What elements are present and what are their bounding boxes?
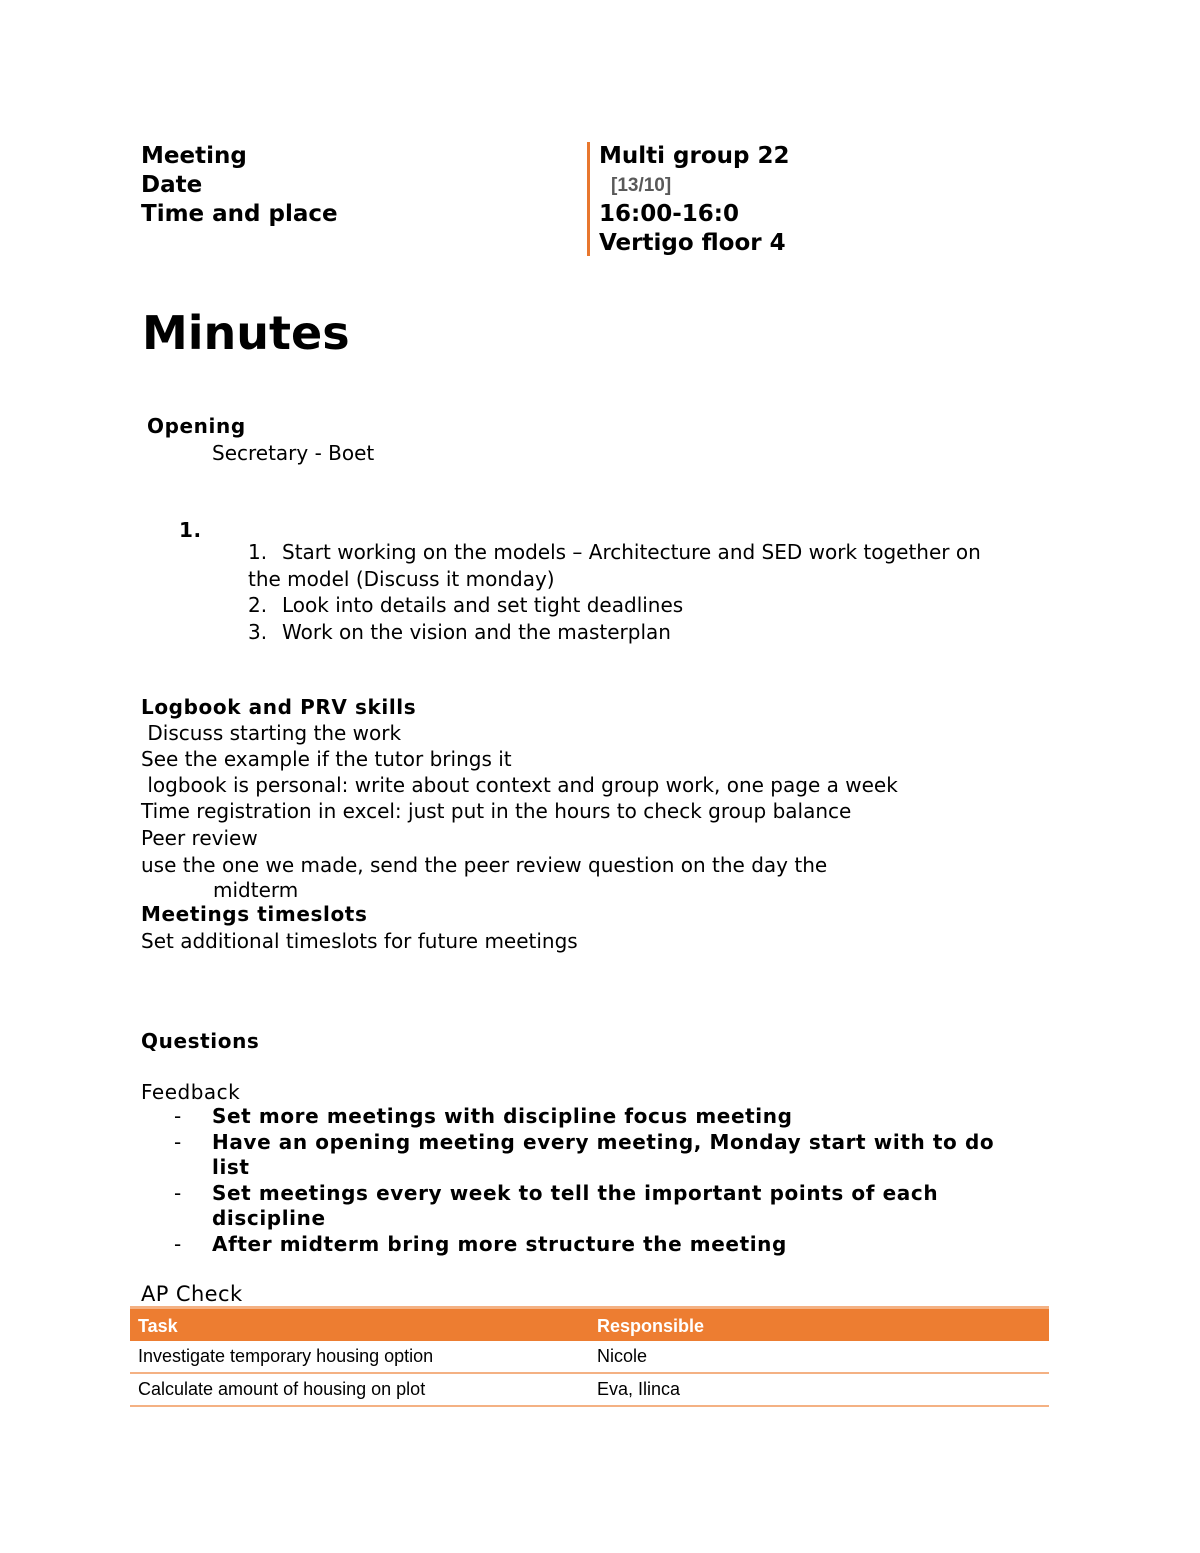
header-values [599, 142, 790, 258]
date-label: Date [141, 172, 203, 198]
place-value: Vertigo floor 4 [599, 230, 786, 256]
header-divider [587, 142, 590, 256]
feedback-item-text: After midterm bring more structure the meeting [212, 1231, 787, 1256]
logbook-line: use the one we made, send the peer review question on the day the [141, 853, 828, 877]
agenda-item-number: 3. [248, 619, 268, 644]
meeting-value: Multi group 22 [599, 143, 790, 169]
column-header-task: Task [130, 1308, 589, 1342]
bullet-dash: - [174, 1104, 182, 1128]
feedback-item [174, 1104, 1044, 1130]
agenda-item-text: Start working on the models – Architecture and SED work together on [282, 540, 981, 564]
opening-heading: Opening [147, 414, 246, 438]
agenda-item-text: Work on the vision and the masterplan [282, 619, 671, 644]
date-value: [13/10] [611, 175, 672, 196]
logbook-line: Discuss starting the work [141, 721, 402, 745]
feedback-list [174, 1104, 1044, 1257]
task-cell: Calculate amount of housing on plot [130, 1373, 589, 1406]
agenda-item-text: Look into details and set tight deadlines [282, 593, 684, 617]
bullet-dash: - [174, 1129, 182, 1154]
page-title: Minutes [142, 306, 350, 360]
meeting-label: Meeting [141, 143, 247, 169]
feedback-item-text-cont: discipline [212, 1206, 326, 1230]
table-row [130, 1373, 1049, 1406]
ap-check-heading: AP Check [141, 1282, 243, 1306]
header-labels [141, 142, 338, 229]
time-place-label: Time and place [141, 201, 338, 227]
table-header-row [130, 1308, 1049, 1342]
ap-check-table [130, 1306, 1049, 1407]
logbook-line: Time registration in excel: just put in the hours to check group balance [141, 799, 852, 823]
feedback-heading: Feedback [141, 1080, 241, 1104]
feedback-item [174, 1181, 1044, 1232]
agenda-item-number: 1. [248, 540, 268, 564]
feedback-item [174, 1232, 1044, 1258]
column-header-responsible: Responsible [589, 1308, 1049, 1342]
agenda-item-number: 2. [248, 593, 268, 617]
task-cell: Investigate temporary housing option [130, 1341, 589, 1373]
bullet-dash: - [174, 1231, 182, 1256]
logbook-heading: Logbook and PRV skills [141, 695, 417, 719]
logbook-line: logbook is personal: write about context and group work, one page a week [141, 773, 898, 797]
time-value: 16:00-16:0 [599, 201, 739, 227]
bullet-dash: - [174, 1180, 182, 1205]
logbook-line: See the example if the tutor brings it [141, 747, 512, 771]
feedback-item [174, 1130, 1044, 1181]
logbook-line: midterm [213, 878, 299, 902]
feedback-item-text-cont: list [212, 1155, 250, 1179]
questions-heading: Questions [141, 1029, 260, 1053]
responsible-cell: Nicole [589, 1341, 1049, 1373]
agenda-number: 1. [179, 518, 202, 542]
secretary-line: Secretary - Boet [212, 441, 375, 465]
agenda-item [248, 592, 1068, 619]
timeslots-heading: Meetings timeslots [141, 902, 368, 926]
responsible-cell: Eva, Ilinca [589, 1373, 1049, 1406]
timeslots-text: Set additional timeslots for future meetings [141, 929, 578, 953]
table-row [130, 1341, 1049, 1373]
feedback-item-text: Set meetings every week to tell the important points of each [212, 1180, 939, 1205]
feedback-item-text: Have an opening meeting every meeting, Monday start with to do [212, 1129, 995, 1154]
agenda-item [248, 539, 1068, 566]
agenda-item [248, 619, 1068, 646]
agenda-item-continuation: the model (Discuss it monday) [248, 566, 555, 591]
logbook-line: Peer review [141, 826, 258, 850]
agenda-list [248, 539, 1068, 645]
feedback-item-text: Set more meetings with discipline focus meeting [212, 1104, 793, 1128]
